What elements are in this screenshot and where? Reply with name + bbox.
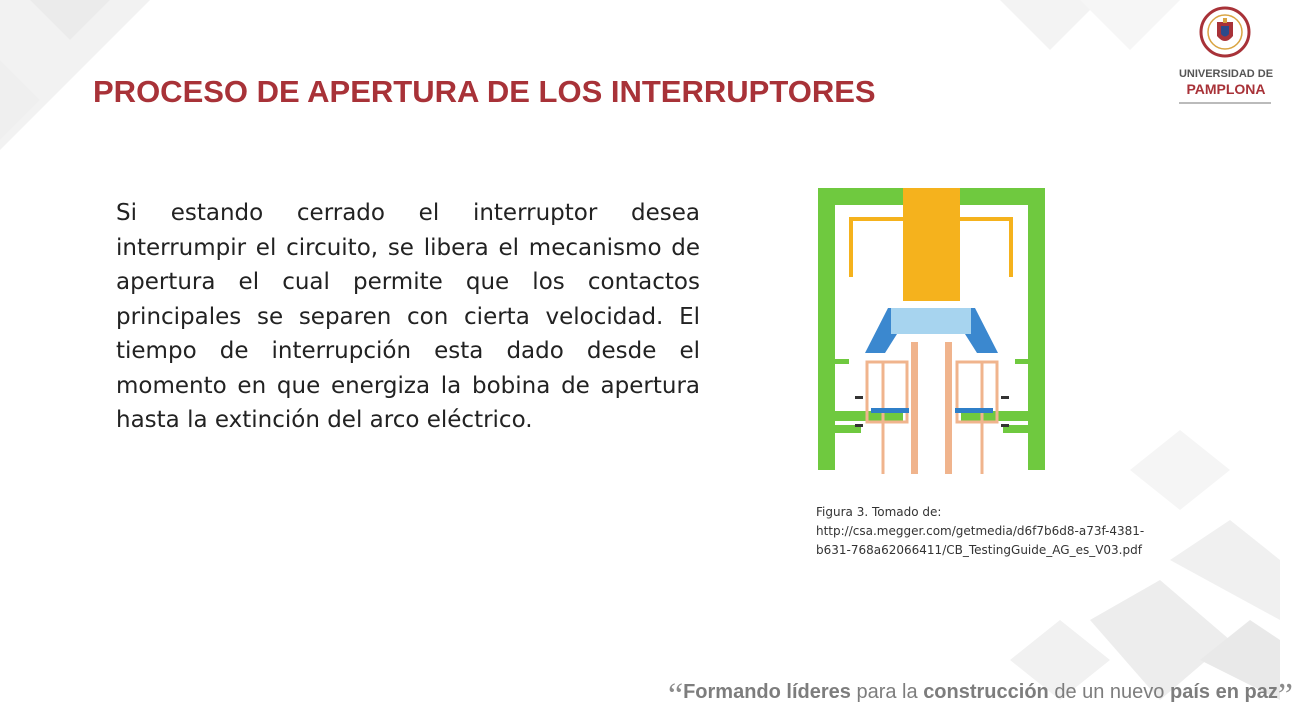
university-name-line2: PAMPLONA xyxy=(1186,81,1266,97)
university-logo xyxy=(1176,4,1276,108)
contact-highlight xyxy=(891,308,971,334)
logo-divider xyxy=(1179,102,1271,104)
circuit-breaker-diagram xyxy=(815,184,1049,474)
caption-line: b631-768a62066411/CB_TestingGuide_AG_es_V03.pdf xyxy=(816,543,1142,557)
close-quote-icon: ” xyxy=(1277,677,1293,714)
caption-line: Figura 3. Tomado de: xyxy=(816,505,942,519)
moving-rod xyxy=(903,188,960,301)
footer-slogan xyxy=(668,676,1293,716)
caption-line: http://csa.megger.com/getmedia/d6f7b6d8-a73f-4381- xyxy=(816,524,1145,538)
university-name-line1: UNIVERSIDAD DE xyxy=(1178,68,1274,80)
open-quote-icon: “ xyxy=(668,677,684,714)
slogan-word: de un nuevo xyxy=(1054,681,1165,703)
slogan-word: para la xyxy=(856,681,918,703)
slogan-word: construcción xyxy=(923,681,1049,703)
body-paragraph: Si estando cerrado el interruptor desea interrumpir el circuito, se libera el mecanismo de apertura el cual permite que los contactos principales se separen con cierta velocidad. El tiempo de interrupción esta dado desde el momento en que energiza la bobina de apertura hasta la extinción del arco eléctrico. xyxy=(116,200,700,433)
page-title: PROCESO DE APERTURA DE LOS INTERRUPTORES xyxy=(93,74,876,109)
slogan-word: país en paz xyxy=(1170,681,1278,703)
slogan-word: Formando líderes xyxy=(683,681,851,703)
university-seal-icon xyxy=(1199,4,1251,62)
figure-caption xyxy=(816,503,1156,560)
